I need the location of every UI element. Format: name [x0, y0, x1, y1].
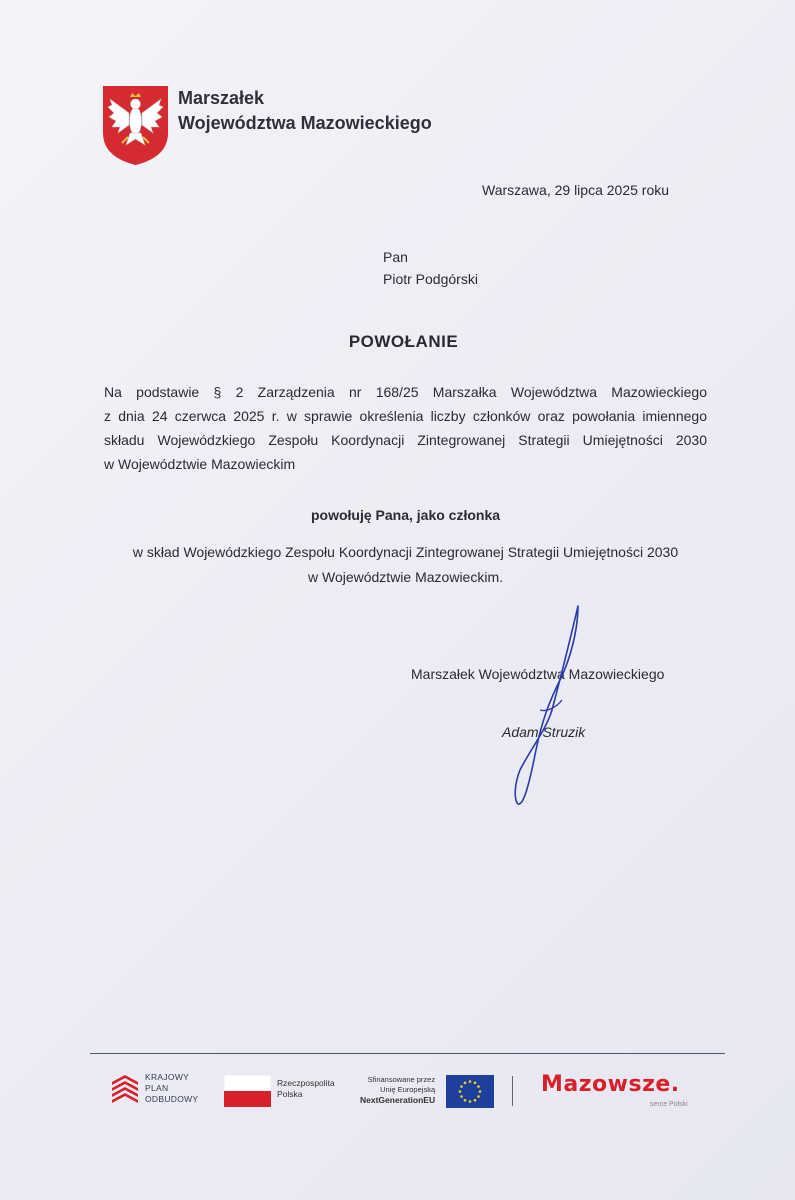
mazowsze-logo: Mazowsze. [541, 1072, 680, 1097]
mazowsze-tagline: serce Polski [650, 1101, 688, 1108]
body-line: w Województwie Mazowieckim [104, 456, 296, 472]
body-line: z dnia 24 czerwca 2025 r. w sprawie określenia liczby członków oraz powołania imiennego [104, 408, 707, 424]
recipient-salutation: Pan [383, 249, 408, 265]
body-paragraph [104, 380, 707, 476]
handwritten-signature [500, 600, 600, 810]
document-date: Warszawa, 29 lipca 2025 roku [482, 182, 670, 198]
eu-flag-icon [446, 1075, 494, 1108]
scope-line: w Województwie Mazowieckim. [307, 569, 503, 585]
appointment-statement: powołuję Pana, jako członka [310, 507, 501, 523]
kpo-line: ODBUDOWY [145, 1094, 199, 1104]
recipient [383, 246, 478, 290]
eagle-coat-of-arms-icon [102, 85, 169, 166]
eu-label [360, 1075, 435, 1105]
signatory-name: Adam Struzik [502, 724, 586, 740]
eu-line: Sfinansowane przez [367, 1075, 436, 1084]
footer-divider [90, 1053, 725, 1054]
header-title [178, 86, 432, 136]
rp-label [277, 1078, 335, 1100]
kpo-line: KRAJOWY [145, 1072, 190, 1082]
document-title: POWOŁANIE [348, 332, 459, 351]
kpo-logo-icon [110, 1072, 140, 1106]
rp-line: Rzeczpospolita [277, 1078, 335, 1088]
kpo-label [145, 1072, 198, 1105]
body-line: Na podstawie § 2 Zarządzenia nr 168/25 Marszałka Województwa Mazowieckiego [104, 384, 707, 400]
body-line: składu Wojewódzkiego Zespołu Koordynacji Zintegrowanej Strategii Umiejętności 2030 [104, 432, 707, 448]
eu-line: NextGenerationEU [360, 1095, 436, 1105]
poland-flag-icon [224, 1075, 271, 1107]
scope-line: w skład Wojewódzkiego Zespołu Koordynacji Zintegrowanej Strategii Umiejętności 2030 [132, 544, 679, 560]
footer-separator [512, 1076, 513, 1106]
header-title-line2: Województwa Mazowieckiego [178, 113, 432, 133]
rp-line: Polska [277, 1089, 303, 1099]
recipient-name: Piotr Podgórski [383, 271, 478, 287]
signatory-title: Marszałek Województwa Mazowieckiego [411, 666, 665, 682]
eu-line: Unię Europejską [380, 1085, 436, 1094]
appointment-scope [0, 540, 795, 590]
kpo-line: PLAN [145, 1083, 169, 1093]
header-title-line1: Marszałek [178, 88, 265, 108]
